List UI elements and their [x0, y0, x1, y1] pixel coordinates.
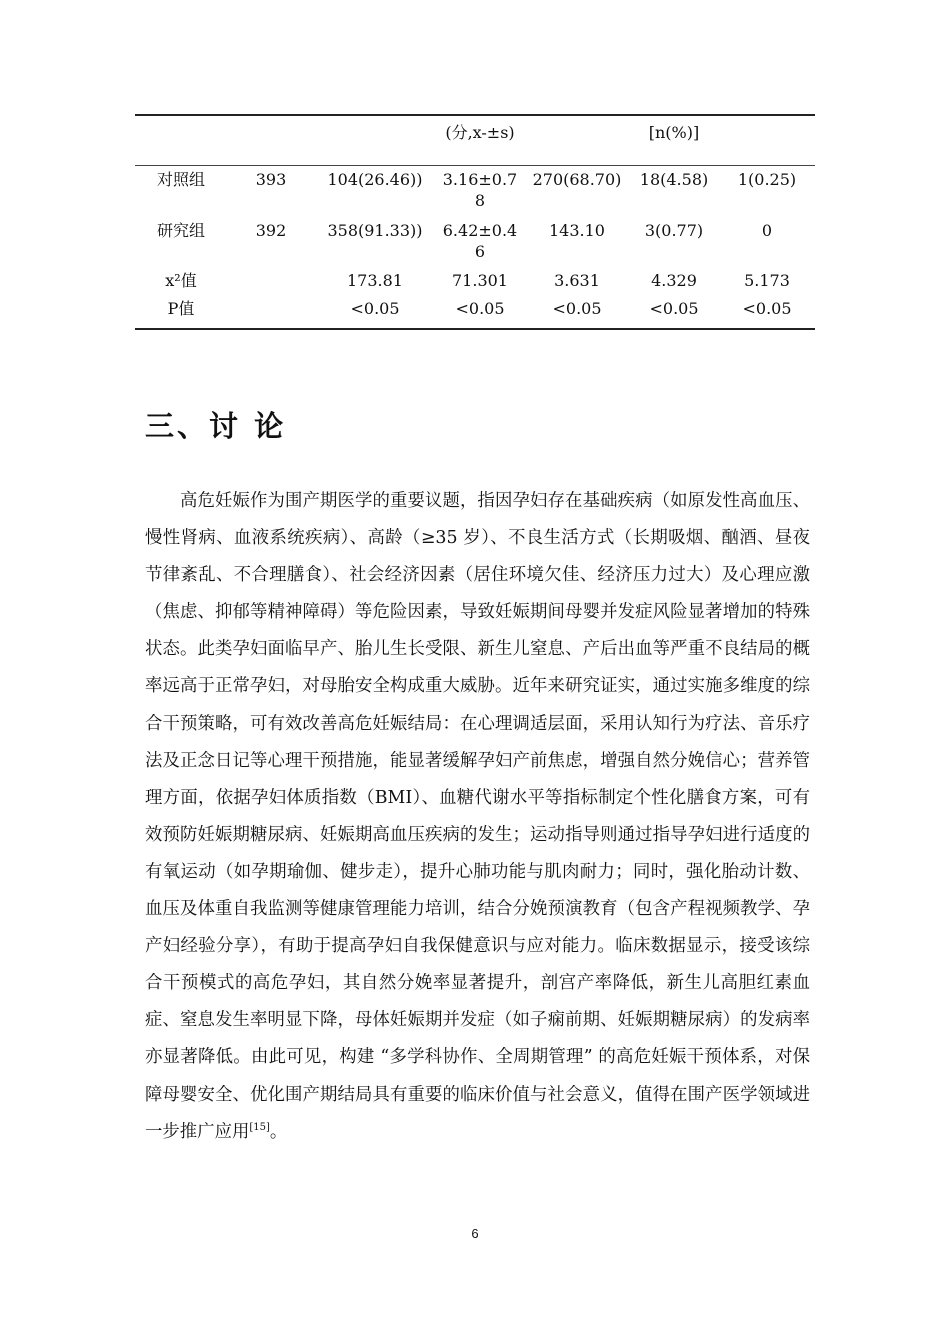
- paragraph-text: 高危妊娠作为围产期医学的重要议题，指因孕妇存在基础疾病（如原发性高血压、慢性肾病、血液系统疾病）、高龄（≥35 岁）、不良生活方式（长期吸烟、酗酒、昼夜节律紊乱、不合理膳食）、社会经济因素（居住环境欠佳、经济压力过大）及心理应激（焦虑、抑郁等精神障碍）等危险因素，导致妊娠期间母婴并发症风险显著增加的特殊状态。此类孕妇面临早产、胎儿生长受限、新生儿窒息、产后出血等严重不良结局的概率远高于正常孕妇，对母胎安全构成重大威胁。近年来研究证实，通过实施多维度的综合干预策略，可有效改善高危妊娠结局：在心理调适层面，采用认知行为疗法、音乐疗法及正念日记等心理干预措施，能显著缓解孕妇产前焦虑，增强自然分娩信心；营养管理方面，依据孕妇体质指数（BMI）、血糖代谢水平等指标制定个性化膳食方案，可有效预防妊娠期糖尿病、妊娠期高血压疾病的发生；运动指导则通过指导孕妇进行适度的有氧运动（如孕期瑜伽、健步走），提升心肺功能与肌肉耐力；同时，强化胎动计数、血压及体重自我监测等健康管理能力培训，结合分娩预演教育（包含产程视频教学、孕产妇经验分享），有助于提高孕妇自我保健意识与应对能力。临床数据显示，接受该综合干预模式的高危孕妇，其自然分娩率显著提升，剖宫产率降低，新生儿高胆红素血症、窒息发生率明显下降，母体妊娠期并发症（如子痫前期、妊娠期糖尿病）的发病率亦显著降低。由此可见，构建 “多学科协作、全周期管理” 的高危妊娠干预体系，对保障母婴安全、优化围产期结局具有重要的临床价值与社会意义，值得在围产医学领域进一步推广应用: [145, 491, 810, 1142]
- table-row: [135, 298, 815, 328]
- table-cell: 393: [255, 170, 287, 189]
- table-header-cell: [135, 122, 227, 165]
- table-cell: <0.05: [649, 299, 699, 318]
- table-row: [135, 268, 815, 298]
- table-cell: 143.10: [549, 221, 605, 240]
- table-cell: 4.329: [651, 271, 697, 290]
- table-header-cell: [227, 122, 315, 165]
- table-cell: 1(0.25): [737, 170, 797, 189]
- table-cell: <0.05: [552, 299, 602, 318]
- table-cell: P值: [167, 299, 195, 318]
- table-row: [135, 217, 815, 268]
- table-cell: 0: [761, 221, 773, 240]
- table-cell: 5.173: [744, 271, 790, 290]
- table-cell: [227, 270, 315, 298]
- table-header-cell: [n(%)]: [648, 123, 700, 142]
- table-cell: 18(4.58): [639, 170, 709, 189]
- table-header-cell: (分,x-±s): [445, 123, 515, 142]
- page-number: 6: [471, 1226, 479, 1241]
- table-cell: 3(0.77): [644, 221, 704, 240]
- table-header-cell: [719, 122, 815, 165]
- discussion-paragraph: [145, 483, 810, 1151]
- table-cell: 104(26.46)): [327, 170, 423, 189]
- table-cell: 392: [255, 221, 287, 240]
- table-cell: <0.05: [455, 299, 505, 318]
- table-cell: <0.05: [350, 299, 400, 318]
- citation-ref: [15]: [249, 1121, 270, 1133]
- table-cell: 270(68.70): [532, 170, 622, 189]
- table-cell: 71.301: [452, 271, 508, 290]
- table-row: [135, 166, 815, 217]
- table-cell: 358(91.33)): [327, 221, 423, 240]
- table-cell: 3.16±0.78: [442, 170, 518, 210]
- section-heading: 三、讨 论: [145, 409, 287, 443]
- table-cell: [227, 298, 315, 328]
- table-header-cell: [525, 122, 629, 165]
- results-table: [135, 114, 815, 330]
- table-cell: 研究组: [156, 221, 205, 240]
- table-cell: <0.05: [742, 299, 792, 318]
- paragraph-end: 。: [269, 1121, 288, 1142]
- table-cell: 6.42±0.46: [442, 221, 518, 261]
- table-cell: 173.81: [347, 271, 403, 290]
- table-cell: 对照组: [156, 170, 205, 189]
- table-cell: 3.631: [554, 271, 600, 290]
- table-header-cell: [315, 122, 435, 165]
- table-cell: x²值: [165, 271, 197, 290]
- table-header-row: [135, 116, 815, 166]
